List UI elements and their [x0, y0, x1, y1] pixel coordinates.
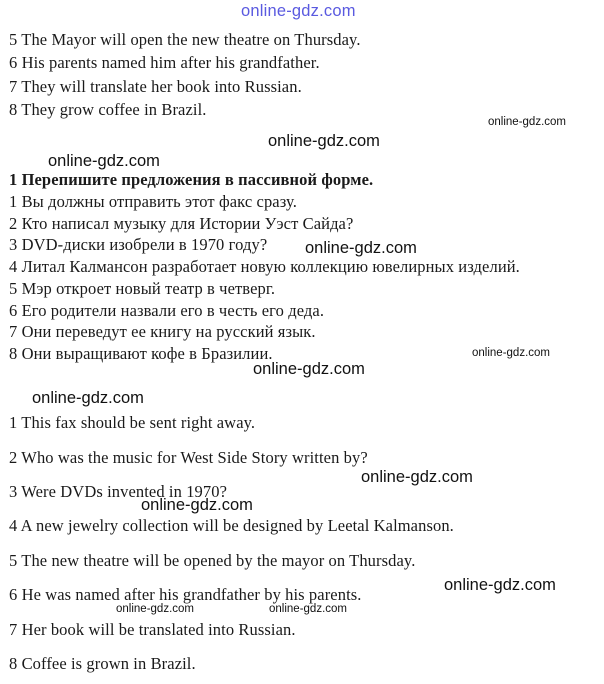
- answer-sentence-8: 8 Coffee is grown in Brazil.: [9, 654, 196, 673]
- russian-sentence-4: 4 Литал Калмансон разработает новую коллекцию ювелирных изделий.: [9, 257, 520, 276]
- watermark: online-gdz.com: [32, 389, 144, 407]
- answer-sentence-7: 7 Her book will be translated into Russian.: [9, 620, 296, 639]
- watermark: online-gdz.com: [116, 603, 194, 615]
- watermark: online-gdz.com: [305, 239, 417, 257]
- watermark: online-gdz.com: [269, 603, 347, 615]
- russian-sentence-6: 6 Его родители назвали его в честь его деда.: [9, 301, 325, 320]
- english-sentence-8: 8 They grow coffee in Brazil.: [9, 100, 207, 119]
- exercise-heading: 1 Перепишите предложения в пассивной форме.: [9, 170, 374, 189]
- answer-sentence-4: 4 A new jewelry collection will be designed by Leetal Kalmanson.: [9, 516, 454, 535]
- russian-sentence-7: 7 Они переведут ее книгу на русский язык.: [9, 322, 316, 341]
- watermark: online-gdz.com: [488, 116, 566, 128]
- english-sentence-7: 7 They will translate her book into Russian.: [9, 77, 302, 96]
- watermark: online-gdz.com: [268, 132, 380, 150]
- russian-sentence-5: 5 Мэр откроет новый театр в четверг.: [9, 279, 276, 298]
- answer-sentence-3: 3 Were DVDs invented in 1970?: [9, 482, 228, 501]
- answer-sentence-5: 5 The new theatre will be opened by the mayor on Thursday.: [9, 551, 416, 570]
- watermark-top: online-gdz.com: [241, 2, 356, 20]
- watermark: online-gdz.com: [141, 496, 253, 514]
- watermark: online-gdz.com: [444, 576, 556, 594]
- watermark: online-gdz.com: [253, 360, 365, 378]
- answer-sentence-1: 1 This fax should be sent right away.: [9, 413, 256, 432]
- russian-sentence-3: 3 DVD-диски изобрели в 1970 году?: [9, 235, 268, 254]
- answer-sentence-2: 2 Who was the music for West Side Story written by?: [9, 448, 368, 467]
- english-sentence-5: 5 The Mayor will open the new theatre on Thursday.: [9, 30, 361, 49]
- answer-sentence-6: 6 He was named after his grandfather by his parents.: [9, 585, 362, 604]
- watermark: online-gdz.com: [472, 347, 550, 359]
- russian-sentence-8: 8 Они выращивают кофе в Бразилии.: [9, 344, 273, 363]
- russian-sentence-2: 2 Кто написал музыку для Истории Уэст Сайда?: [9, 214, 354, 233]
- watermark: online-gdz.com: [361, 468, 473, 486]
- watermark: online-gdz.com: [48, 152, 160, 170]
- english-sentence-6: 6 His parents named him after his grandfather.: [9, 53, 320, 72]
- russian-sentence-1: 1 Вы должны отправить этот факс сразу.: [9, 192, 297, 211]
